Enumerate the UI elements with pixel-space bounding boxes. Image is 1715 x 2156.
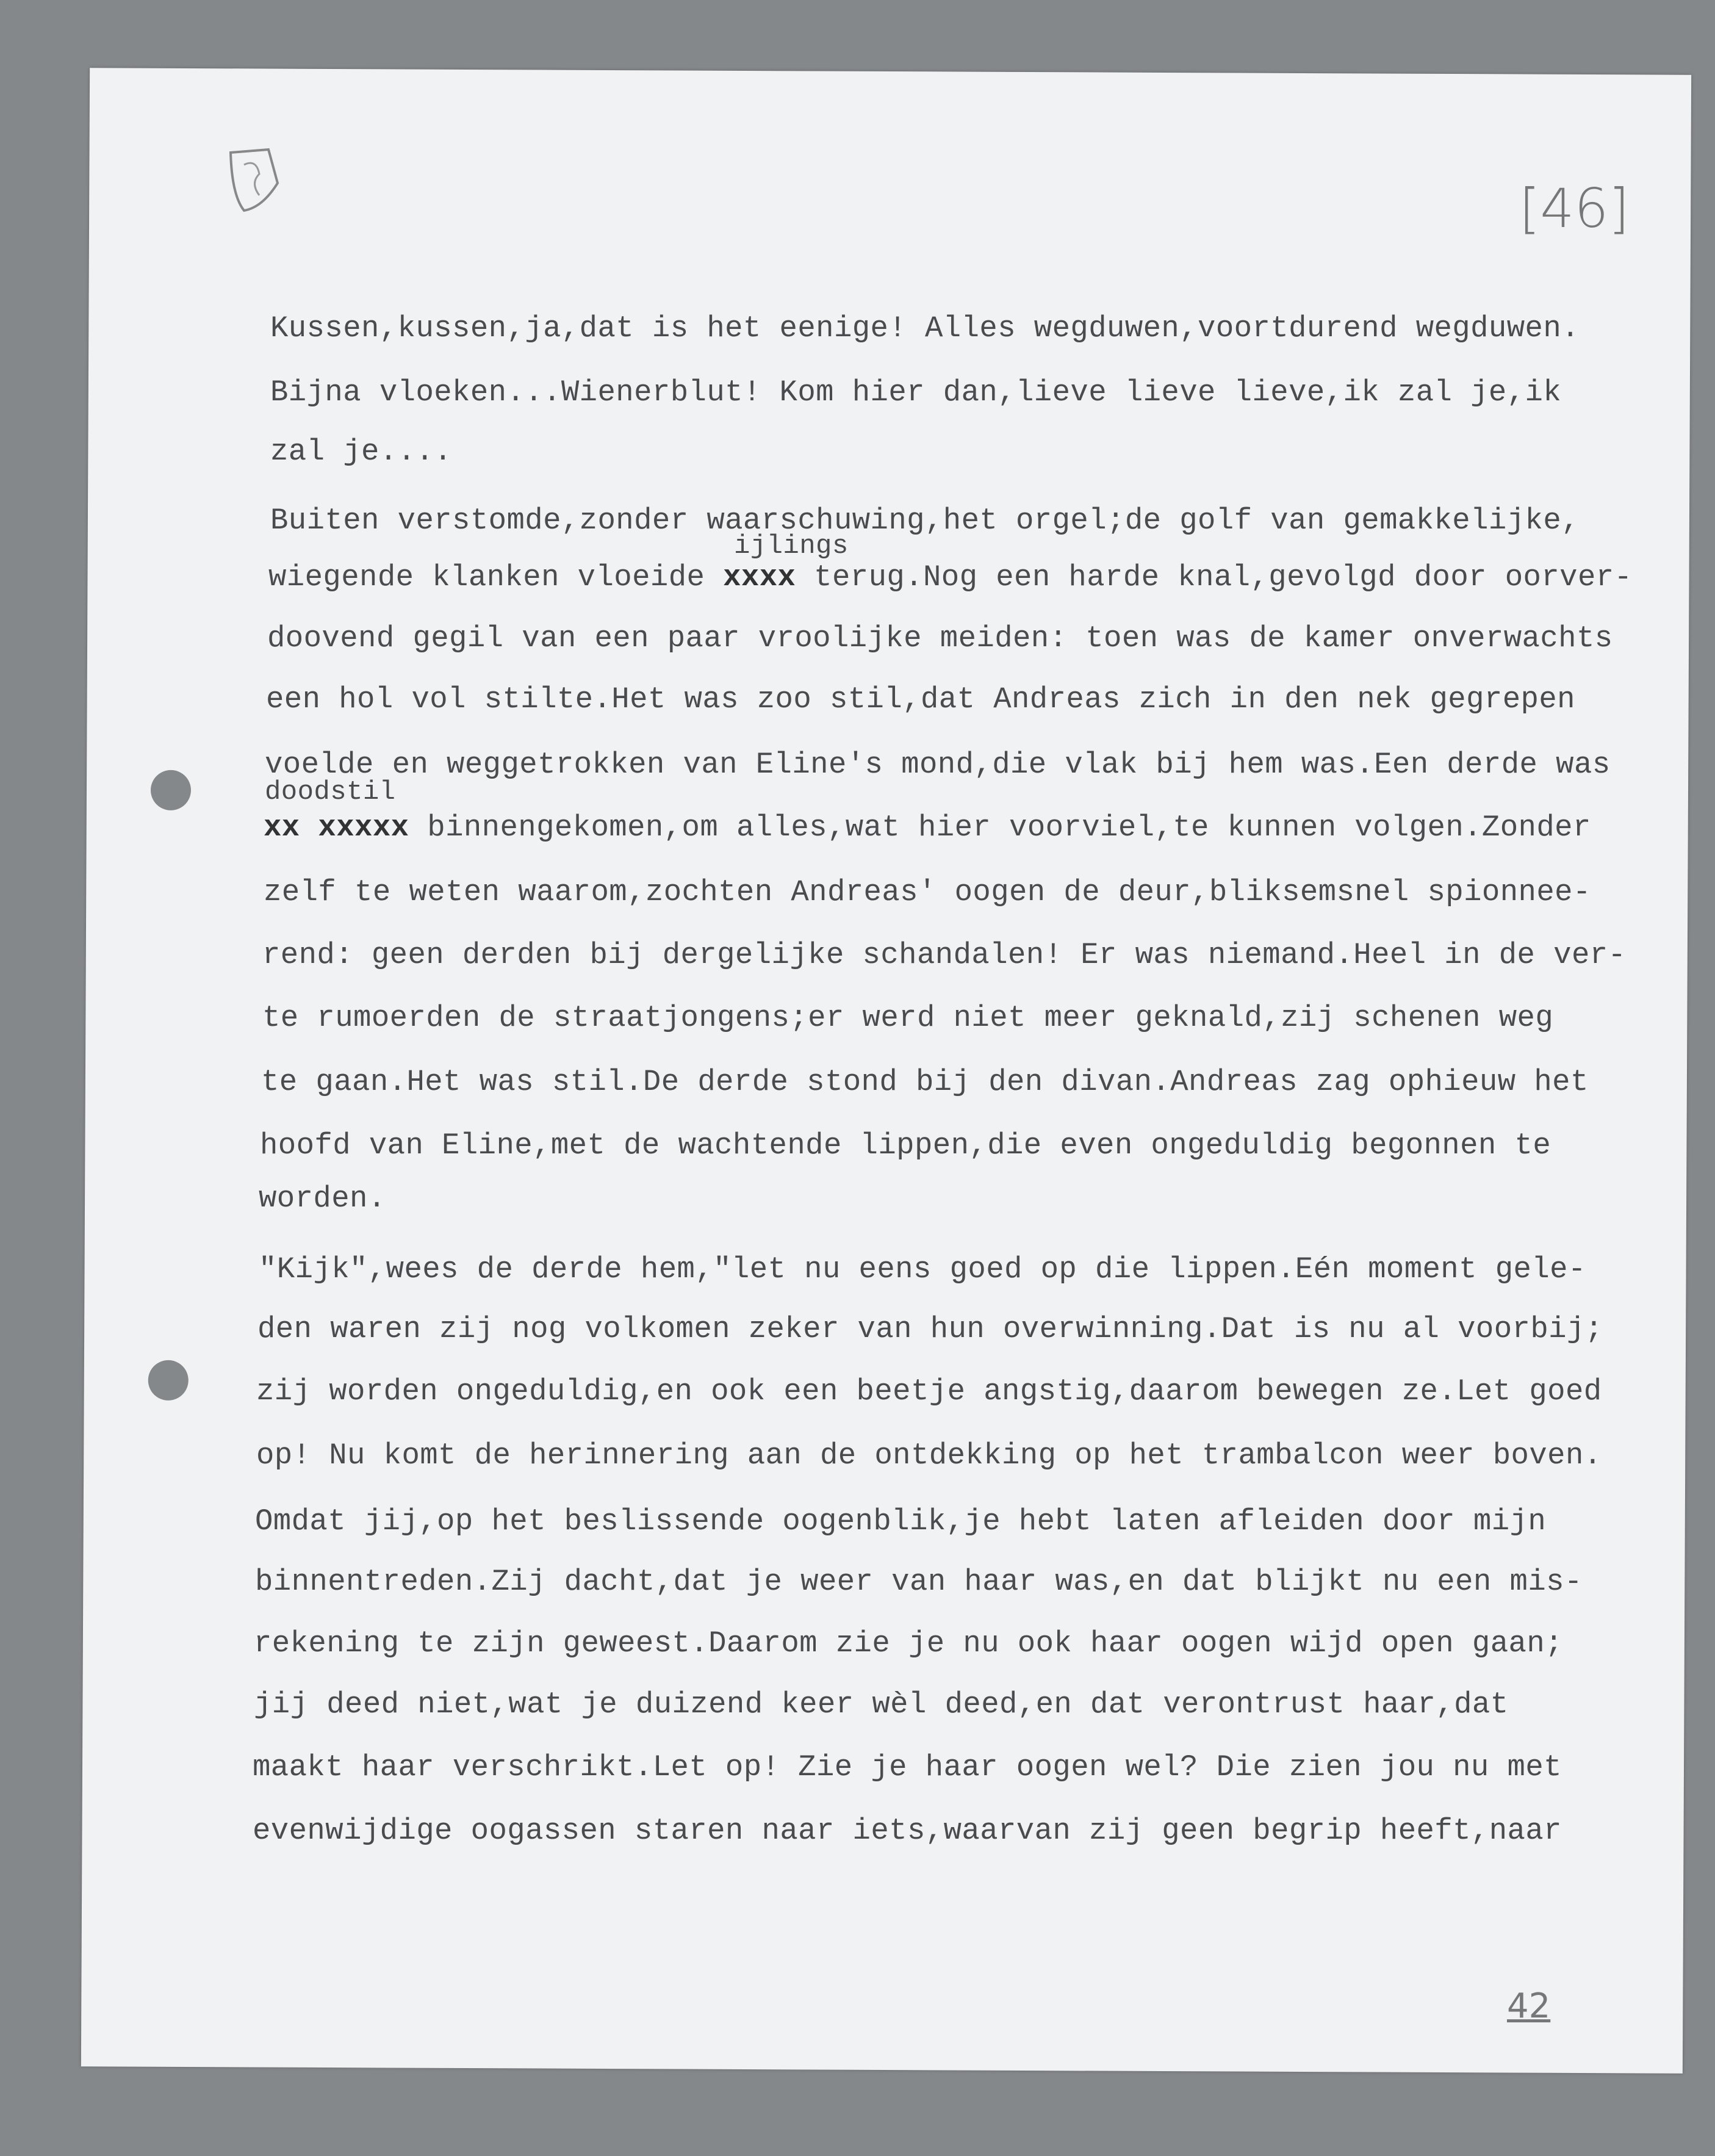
inserted-word: ijlings [734, 531, 849, 561]
text-segment: wiegende klanken vloeide [268, 560, 724, 594]
text-line: worden. [259, 1181, 386, 1216]
text-line: jij deed niet,wat je duizend keer wèl deed,en dat verontrust haar,dat [254, 1687, 1509, 1722]
punch-hole [151, 770, 191, 810]
text-line: evenwijdige oogassen staren naar iets,waarvan zij geen begrip heeft,naar [253, 1814, 1562, 1848]
archive-stamp-icon [226, 146, 284, 214]
text-line: "Kijk",wees de derde hem,"let nu eens goed op die lippen.Eén moment gele- [259, 1252, 1586, 1286]
text-line: rend: geen derden bij dergelijke schandalen! Er was niemand.Heel in de ver- [262, 938, 1627, 972]
text-line: Bijna vloeken...Wienerblut! Kom hier dan,lieve lieve lieve,ik zal je,ik [270, 375, 1562, 409]
text-line: binnentreden.Zij dacht,dat je weer van haar was,en dat blijkt nu een mis- [255, 1565, 1583, 1599]
text-line: doovend gegil van een paar vroolijke meiden: toen was de kamer onverwachts [267, 621, 1613, 655]
text-line: een hol vol stilte.Het was zoo stil,dat Andreas zich in den nek gegrepen [266, 682, 1575, 716]
text-line: zal je.... [270, 434, 453, 469]
text-line: zelf te weten waarom,zochten Andreas' oogen de deur,bliksemsnel spionnee- [264, 875, 1591, 909]
text-segment: terug.Nog een harde knal,gevolgd door oorver- [796, 560, 1633, 594]
text-line [268, 560, 1632, 594]
page-number: 42 [1507, 1986, 1551, 2026]
text-line: den waren zij nog volkomen zeker van hun overwinning.Dat is nu al voorbij; [257, 1312, 1603, 1346]
punch-hole [148, 1360, 189, 1401]
text-line: maakt haar verschrikt.Let op! Zie je haar oogen wel? Die zien jou nu met [253, 1750, 1562, 1784]
text-line: Kussen,kussen,ja,dat is het eenige! Alles wegduwen,voortdurend wegduwen. [270, 311, 1580, 345]
text-line: zij worden ongeduldig,en ook een beetje angstig,daarom bewegen ze.Let goed [256, 1374, 1602, 1408]
text-line: te gaan.Het was stil.De derde stond bij den divan.Andreas zag ophieuw het [261, 1065, 1589, 1099]
struck-out-text: xxxx [723, 560, 796, 594]
archive-number: [46] [1519, 177, 1630, 240]
struck-out-text: xx xxxxx [264, 810, 409, 845]
text-line [264, 810, 1591, 845]
text-line: Omdat jij,op het beslissende oogenblik,je hebt laten afleiden door mijn [255, 1504, 1547, 1538]
text-line: Buiten verstomde,zonder waarschuwing,het orgel;de golf van gemakkelijke, [270, 503, 1580, 538]
text-line: rekening te zijn geweest.Daarom zie je nu ook haar oogen wijd open gaan; [254, 1626, 1563, 1660]
text-segment: binnengekomen,om alles,wat hier voorviel,te kunnen volgen.Zonder [409, 810, 1591, 845]
text-line: hoofd van Eline,met de wachtende lippen,die even ongeduldig begonnen te [260, 1128, 1551, 1163]
text-line: op! Nu komt de herinnering aan de ontdekking op het trambalcon weer boven. [256, 1438, 1602, 1473]
text-line: te rumoerden de straatjongens;er werd niet meer geknald,zij schenen weg [262, 1001, 1554, 1035]
text-line: voelde en weggetrokken van Eline's mond,die vlak bij hem was.Een derde was [265, 748, 1611, 782]
inserted-word: doodstil [265, 777, 396, 807]
